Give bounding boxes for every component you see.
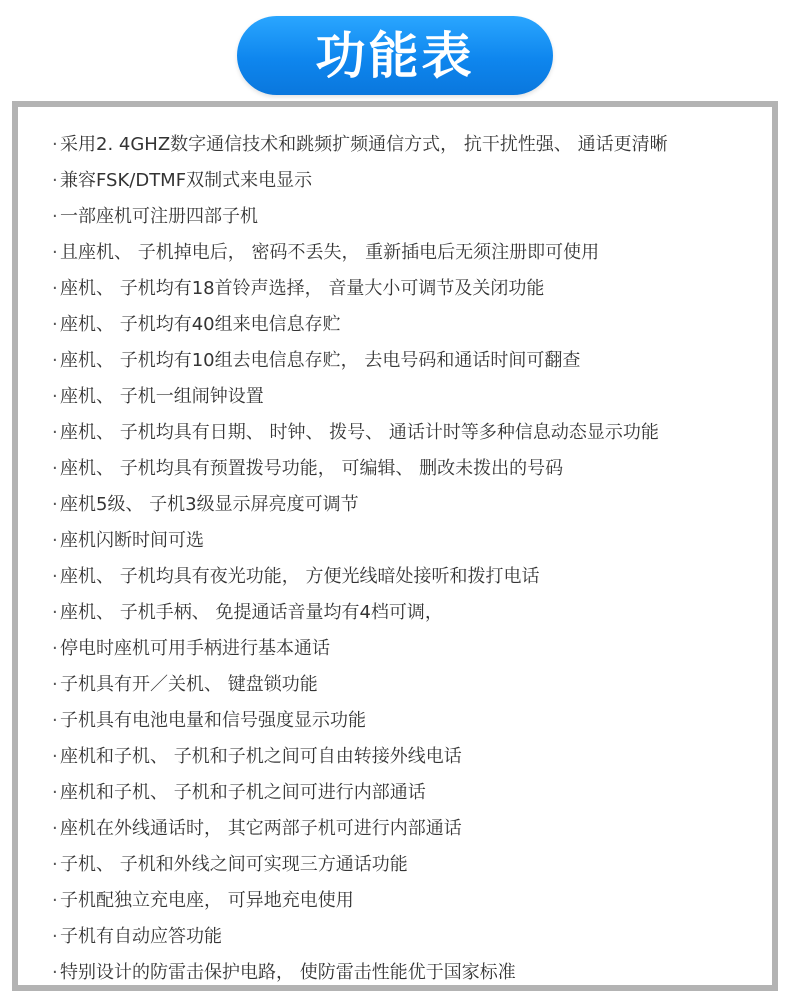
- feature-text: 子机、 子机和外线之间可实现三方通话功能: [60, 854, 408, 875]
- bullet-dot: ·: [52, 242, 58, 263]
- feature-text: 座机、 子机均具有日期、 时钟、 拨号、 通话计时等多种信息动态显示功能: [60, 422, 659, 443]
- feature-text: 座机、 子机均有40组来电信息存贮: [60, 314, 341, 335]
- bullet-dot: ·: [52, 890, 58, 911]
- feature-text: 子机有自动应答功能: [60, 926, 222, 947]
- feature-item: [52, 523, 772, 559]
- feature-item: [52, 883, 772, 919]
- feature-text: 停电时座机可用手柄进行基本通话: [60, 638, 330, 659]
- bullet-dot: ·: [52, 422, 58, 443]
- feature-item: [52, 811, 772, 847]
- feature-text: 子机具有电池电量和信号强度显示功能: [60, 710, 366, 731]
- feature-item: [52, 775, 772, 811]
- bullet-dot: ·: [52, 674, 58, 695]
- bullet-dot: ·: [52, 854, 58, 875]
- feature-item: [52, 451, 772, 487]
- feature-item: [52, 667, 772, 703]
- feature-item: [52, 631, 772, 667]
- feature-item: [52, 199, 772, 235]
- bullet-dot: ·: [52, 566, 58, 587]
- feature-text: 座机、 子机均具有预置拨号功能， 可编辑、 删改未拨出的号码: [60, 458, 564, 479]
- feature-text: 座机5级、 子机3级显示屏亮度可调节: [60, 494, 359, 515]
- feature-item: [52, 955, 772, 991]
- bullet-dot: ·: [52, 782, 58, 803]
- feature-list: [52, 127, 772, 991]
- feature-item: [52, 595, 772, 631]
- feature-text: 采用2. 4GHZ数字通信技术和跳频扩频通信方式， 抗干扰性强、 通话更清晰: [60, 134, 668, 155]
- bullet-dot: ·: [52, 134, 58, 155]
- feature-item: [52, 307, 772, 343]
- feature-text: 座机和子机、 子机和子机之间可进行内部通话: [60, 782, 426, 803]
- bullet-dot: ·: [52, 386, 58, 407]
- feature-item: [52, 415, 772, 451]
- features-frame: [12, 101, 778, 991]
- feature-item: [52, 379, 772, 415]
- feature-text: 一部座机可注册四部子机: [60, 206, 258, 227]
- feature-item: [52, 487, 772, 523]
- bullet-dot: ·: [52, 278, 58, 299]
- feature-text: 座机闪断时间可选: [60, 530, 204, 551]
- feature-text: 且座机、 子机掉电后， 密码不丢失， 重新插电后无须注册即可使用: [60, 242, 600, 263]
- feature-text: 座机和子机、 子机和子机之间可自由转接外线电话: [60, 746, 462, 767]
- features-panel: [18, 107, 772, 985]
- bullet-dot: ·: [52, 638, 58, 659]
- feature-text: 座机、 子机均有18首铃声选择， 音量大小可调节及关闭功能: [60, 278, 545, 299]
- bullet-dot: ·: [52, 962, 58, 983]
- feature-item: [52, 559, 772, 595]
- feature-text: 座机、 子机一组闹钟设置: [60, 386, 264, 407]
- bullet-dot: ·: [52, 206, 58, 227]
- bullet-dot: ·: [52, 314, 58, 335]
- feature-text: 座机、 子机均有10组去电信息存贮， 去电号码和通话时间可翻查: [60, 350, 581, 371]
- bullet-dot: ·: [52, 926, 58, 947]
- feature-text: 子机配独立充电座， 可异地充电使用: [60, 890, 354, 911]
- title-banner: [237, 16, 553, 95]
- feature-item: [52, 271, 772, 307]
- feature-item: [52, 847, 772, 883]
- feature-item: [52, 127, 772, 163]
- bullet-dot: ·: [52, 458, 58, 479]
- feature-text: 子机具有开／关机、 键盘锁功能: [60, 674, 318, 695]
- page-title: 功能表: [315, 26, 475, 85]
- feature-item: [52, 739, 772, 775]
- feature-item: [52, 163, 772, 199]
- feature-text: 特别设计的防雷击保护电路， 使防雷击性能优于国家标准: [60, 962, 516, 983]
- bullet-dot: ·: [52, 818, 58, 839]
- bullet-dot: ·: [52, 602, 58, 623]
- feature-text: 座机、 子机均具有夜光功能， 方便光线暗处接听和拨打电话: [60, 566, 540, 587]
- bullet-dot: ·: [52, 710, 58, 731]
- bullet-dot: ·: [52, 170, 58, 191]
- feature-item: [52, 919, 772, 955]
- feature-item: [52, 343, 772, 379]
- feature-item: [52, 703, 772, 739]
- bullet-dot: ·: [52, 494, 58, 515]
- feature-text: 座机、 子机手柄、 免提通话音量均有4档可调，: [60, 602, 443, 623]
- bullet-dot: ·: [52, 530, 58, 551]
- feature-text: 兼容FSK/DTMF双制式来电显示: [60, 170, 313, 191]
- bullet-dot: ·: [52, 746, 58, 767]
- feature-item: [52, 235, 772, 271]
- feature-text: 座机在外线通话时， 其它两部子机可进行内部通话: [60, 818, 462, 839]
- bullet-dot: ·: [52, 350, 58, 371]
